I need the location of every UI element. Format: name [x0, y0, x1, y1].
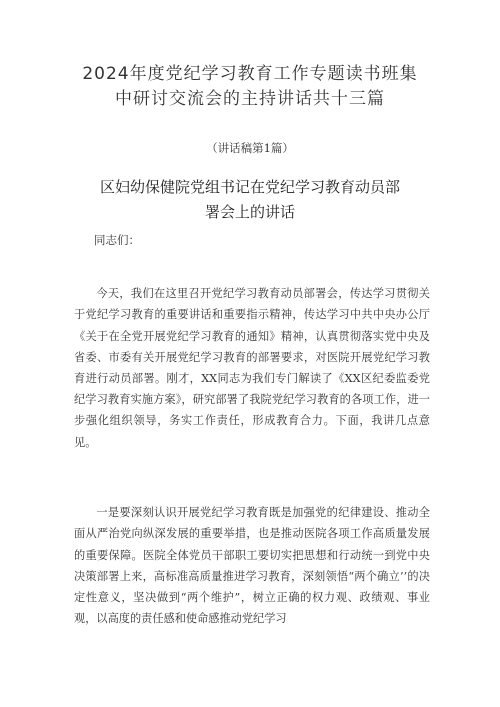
- document-title-line-1: 2024年度党纪学习教育工作专题读书班集: [82, 64, 418, 84]
- salutation: 同志们：: [94, 233, 140, 247]
- speech-title: [90, 175, 410, 225]
- speech-title-line-1: 区妇幼保健院党组书记在党纪学习教育动员部: [99, 178, 400, 196]
- document-subtitle: （讲话稿第1篇）: [206, 141, 294, 155]
- body-paragraph-2: 一是要深刻认识开展党纪学习教育既是加强党的纪律建设、推动全面从严治党向纵深发展的重要举措，也是推动医院各项工作高质量发展的重要保障。医院全体党员干部职工要切实把思想和行动统一到党中央决策部署上来，高标准高质量推进学习教育，深刻领悟“两个确立’’的决定性意义，坚决做到“两个维护”，树立正确的权力观、政绩观、事业观，以高度的责任感和使命感推动党纪学习: [74, 506, 430, 626]
- document-title: [70, 62, 430, 112]
- document-title-line-2: 中研讨交流会的主持讲话共十三篇: [115, 89, 385, 109]
- body-paragraph-1: 今天，我们在这里召开党纪学习教育动员部署会，传达学习贯彻关于党纪学习教育的重要讲话和重要指示精神，传达学习中共中央办公厅《关于在全党开展党纪学习教育的通知》精神，认真贯彻落实党中央及省委、市委有关开展党纪学习教育的部署要求，对医院开展党纪学习教育进行动员部署。刚才，XX同志为我们专门解读了《XX区纪委监委党纪学习教育实施方案》，研究部署了我院党纪学习教育的各项工作，进一步强化组织领导，务实工作责任，形成教育合力。下面，我讲几点意见。: [74, 287, 430, 449]
- speech-title-line-2: 署会上的讲话: [204, 203, 295, 221]
